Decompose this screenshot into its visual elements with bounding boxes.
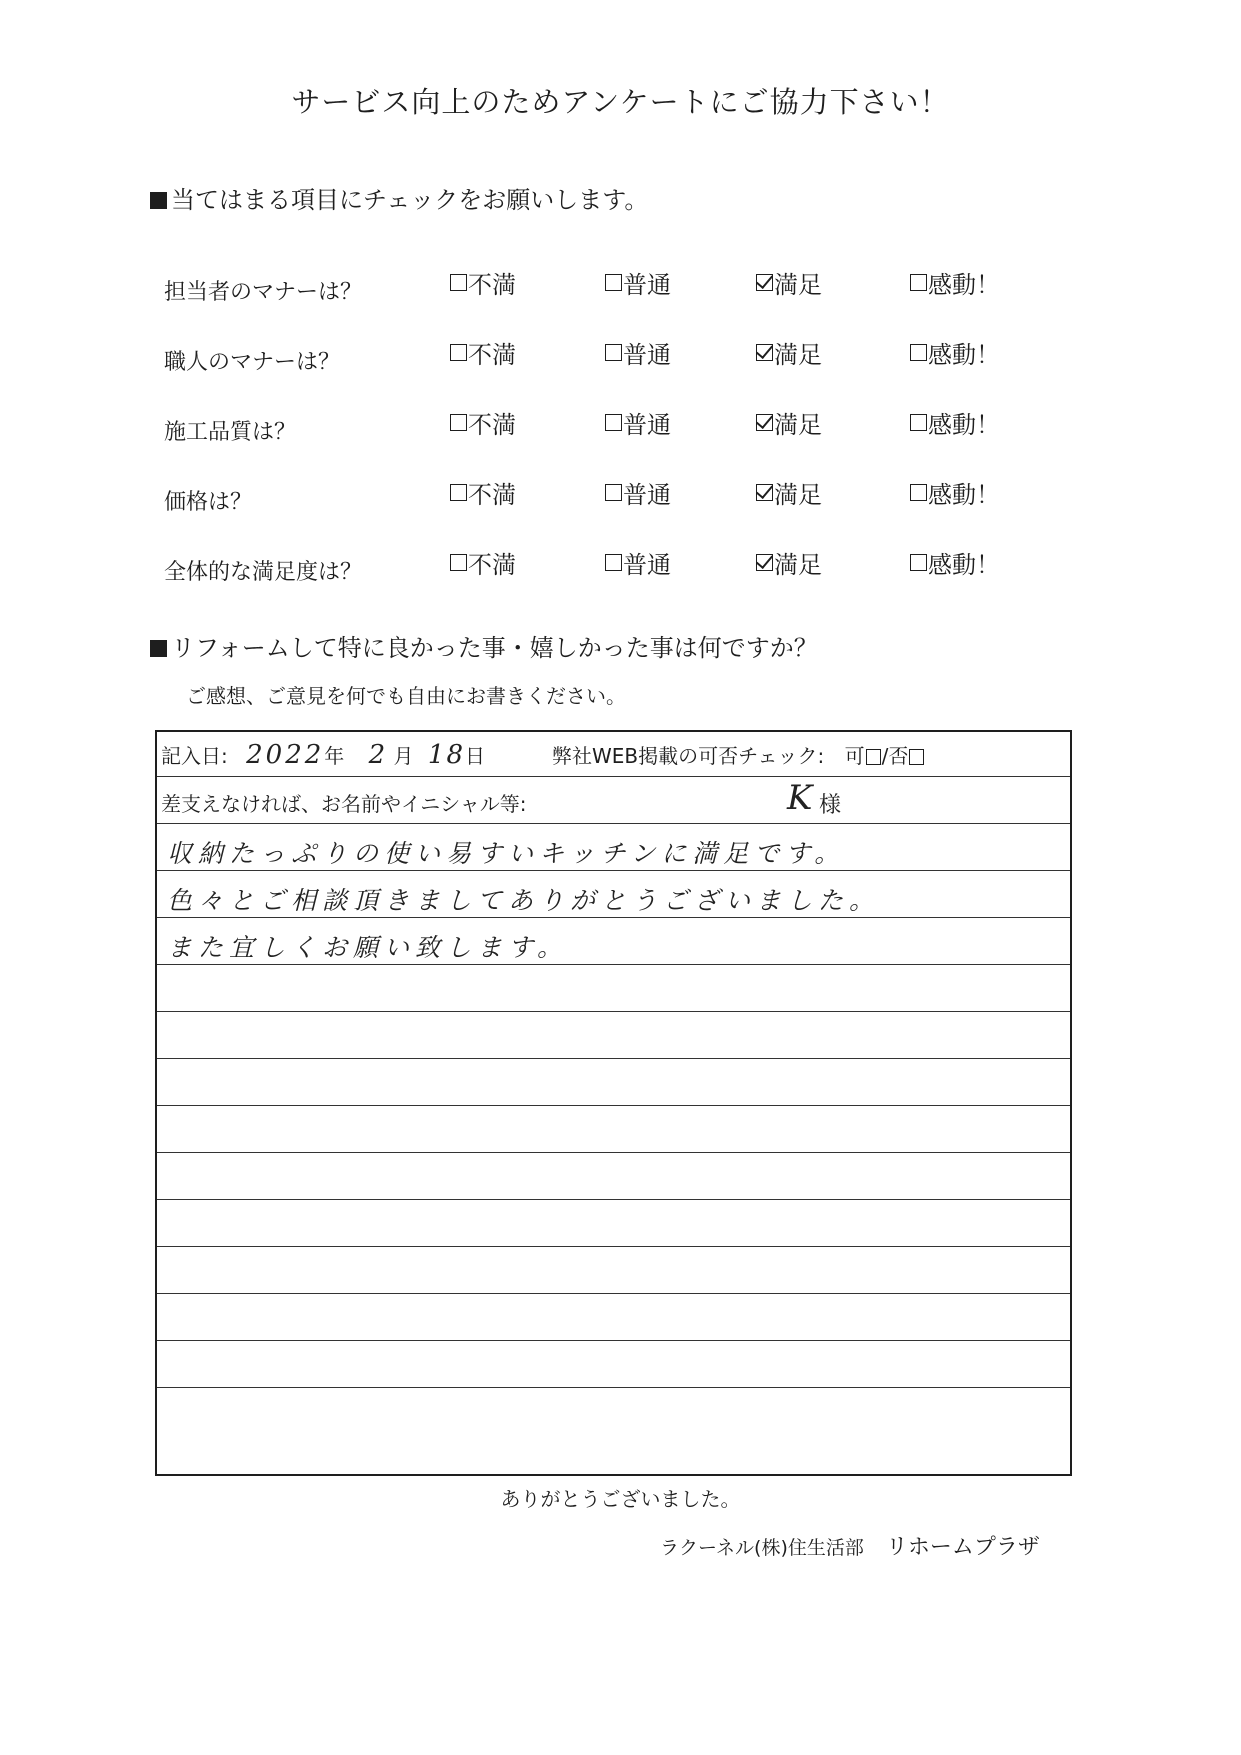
form-rule [157, 776, 1070, 777]
question-label: 担当者のマナーは？ [164, 280, 363, 305]
name-label: 差支えなければ、お名前やイニシャル等: [161, 792, 527, 816]
section2-heading [150, 628, 818, 663]
rating-option-label: 感動！ [928, 271, 1000, 299]
rating-option-label: 普通 [623, 481, 671, 509]
rating-option[interactable] [756, 475, 822, 510]
footer-company [660, 1530, 1040, 1561]
checkbox-icon[interactable] [450, 554, 467, 571]
thanks-text: ありがとうございました。 [500, 1487, 741, 1511]
checkbox-icon[interactable] [605, 414, 622, 431]
checkbox-icon[interactable] [605, 484, 622, 501]
checkbox-icon[interactable] [910, 414, 927, 431]
ruled-line [157, 1293, 1070, 1294]
rating-option-label: 感動！ [928, 481, 1000, 509]
month-unit: 月 [393, 744, 414, 768]
question-row [0, 335, 1241, 375]
checkbox-icon[interactable] [450, 484, 467, 501]
checkbox-icon[interactable] [450, 274, 467, 291]
checkbox-icon[interactable] [910, 554, 927, 571]
date-field [161, 740, 485, 770]
checkbox-icon[interactable] [605, 344, 622, 361]
rating-option-label: 普通 [623, 341, 671, 369]
section2-subheading: ご感想、ご意見を何でも自由にお書きください。 [186, 684, 626, 708]
rating-option[interactable] [450, 475, 516, 510]
rating-option[interactable] [910, 335, 1000, 370]
name-field [161, 788, 527, 817]
question-row [0, 265, 1241, 305]
rating-option-label: 不満 [468, 341, 516, 369]
web-separator: / [881, 744, 889, 768]
rating-option[interactable] [756, 265, 822, 300]
rating-option[interactable] [910, 265, 1000, 300]
checked-checkbox-icon[interactable] [756, 484, 773, 501]
ruled-line [157, 1246, 1070, 1247]
rating-option-label: 満足 [774, 481, 822, 509]
ruled-line [157, 917, 1070, 918]
rating-option-label: 満足 [774, 551, 822, 579]
rating-option[interactable] [756, 545, 822, 580]
form-rule [157, 823, 1070, 824]
ruled-line [157, 870, 1070, 871]
web-no-checkbox[interactable] [909, 749, 924, 765]
rating-option-label: 感動！ [928, 341, 1000, 369]
checkbox-icon[interactable] [450, 414, 467, 431]
checkbox-icon[interactable] [605, 274, 622, 291]
rating-option-label: 感動！ [928, 411, 1000, 439]
company-name: ラクーネル(株)住生活部 [660, 1537, 864, 1559]
rating-option[interactable] [450, 265, 516, 300]
square-bullet-icon [150, 192, 167, 209]
ruled-line [157, 1340, 1070, 1341]
ruled-line [157, 1199, 1070, 1200]
square-bullet-icon [150, 640, 167, 657]
rating-option-label: 満足 [774, 271, 822, 299]
section1-heading [150, 180, 648, 215]
rating-option-label: 不満 [468, 411, 516, 439]
rating-option[interactable] [605, 405, 671, 440]
rating-option-label: 不満 [468, 551, 516, 579]
name-suffix: 様 [819, 793, 842, 818]
checked-checkbox-icon[interactable] [756, 344, 773, 361]
rating-option-label: 不満 [468, 481, 516, 509]
rating-option[interactable] [450, 335, 516, 370]
ruled-line [157, 1011, 1070, 1012]
rating-option[interactable] [605, 545, 671, 580]
comment-form [155, 730, 1072, 1476]
date-year[interactable]: 2022 [246, 740, 325, 770]
rating-option[interactable] [910, 405, 1000, 440]
rating-option[interactable] [450, 405, 516, 440]
date-day[interactable]: 18 [427, 740, 465, 770]
rating-option-label: 普通 [623, 271, 671, 299]
question-label: 全体的な満足度は？ [164, 560, 363, 585]
question-label: 施工品質は？ [164, 420, 297, 445]
rating-option-label: 満足 [774, 341, 822, 369]
brand-name: リホームプラザ [885, 1535, 1040, 1560]
rating-option[interactable] [756, 405, 822, 440]
rating-option[interactable] [756, 335, 822, 370]
rating-option[interactable] [605, 265, 671, 300]
rating-option[interactable] [605, 335, 671, 370]
survey-title: サービス向上のためアンケートにご協力下さい！ [291, 85, 950, 119]
checkbox-icon[interactable] [605, 554, 622, 571]
ruled-line [157, 1105, 1070, 1106]
web-yes-label: 可 [844, 744, 865, 768]
date-month[interactable]: 2 [368, 740, 388, 770]
ruled-line [157, 1058, 1070, 1059]
question-row [0, 475, 1241, 515]
web-publish-check [552, 740, 925, 769]
checkbox-icon[interactable] [450, 344, 467, 361]
section1-heading-text: 当てはまる項目にチェックをお願いします。 [171, 186, 649, 214]
checkbox-icon[interactable] [910, 484, 927, 501]
ruled-line [157, 1152, 1070, 1153]
checkbox-icon[interactable] [910, 344, 927, 361]
checked-checkbox-icon[interactable] [756, 274, 773, 291]
question-label: 価格は？ [164, 490, 253, 515]
rating-option-label: 感動！ [928, 551, 1000, 579]
checkbox-icon[interactable] [910, 274, 927, 291]
rating-option-label: 普通 [623, 551, 671, 579]
name-value[interactable]: K [787, 778, 813, 818]
rating-option-label: 満足 [774, 411, 822, 439]
section2-heading-text: リフォームして特に良かった事・嬉しかった事は何ですか？ [171, 634, 818, 662]
rating-option[interactable] [605, 475, 671, 510]
web-yes-checkbox[interactable] [866, 749, 881, 765]
comment-line: 収納たっぷりの使い易すいキッチンに満足です。 [167, 839, 846, 868]
comment-line: 色々とご相談頂きましてありがとうございました。 [167, 886, 881, 915]
ruled-line [157, 1387, 1070, 1388]
rating-option[interactable] [910, 475, 1000, 510]
year-unit: 年 [324, 744, 345, 768]
checked-checkbox-icon[interactable] [756, 554, 773, 571]
day-unit: 日 [465, 744, 485, 768]
checked-checkbox-icon[interactable] [756, 414, 773, 431]
question-label: 職人のマナーは？ [164, 350, 341, 375]
rating-option-label: 不満 [468, 271, 516, 299]
web-no-label: 否 [888, 744, 909, 768]
web-check-label: 弊社WEB掲載の可否チェック: [552, 744, 825, 768]
question-row [0, 545, 1241, 585]
question-row [0, 405, 1241, 445]
comment-line: また宜しくお願い致します。 [167, 933, 569, 962]
date-label: 記入日: [161, 744, 228, 768]
rating-option[interactable] [910, 545, 1000, 580]
rating-option-label: 普通 [623, 411, 671, 439]
rating-option[interactable] [450, 545, 516, 580]
ruled-line [157, 964, 1070, 965]
